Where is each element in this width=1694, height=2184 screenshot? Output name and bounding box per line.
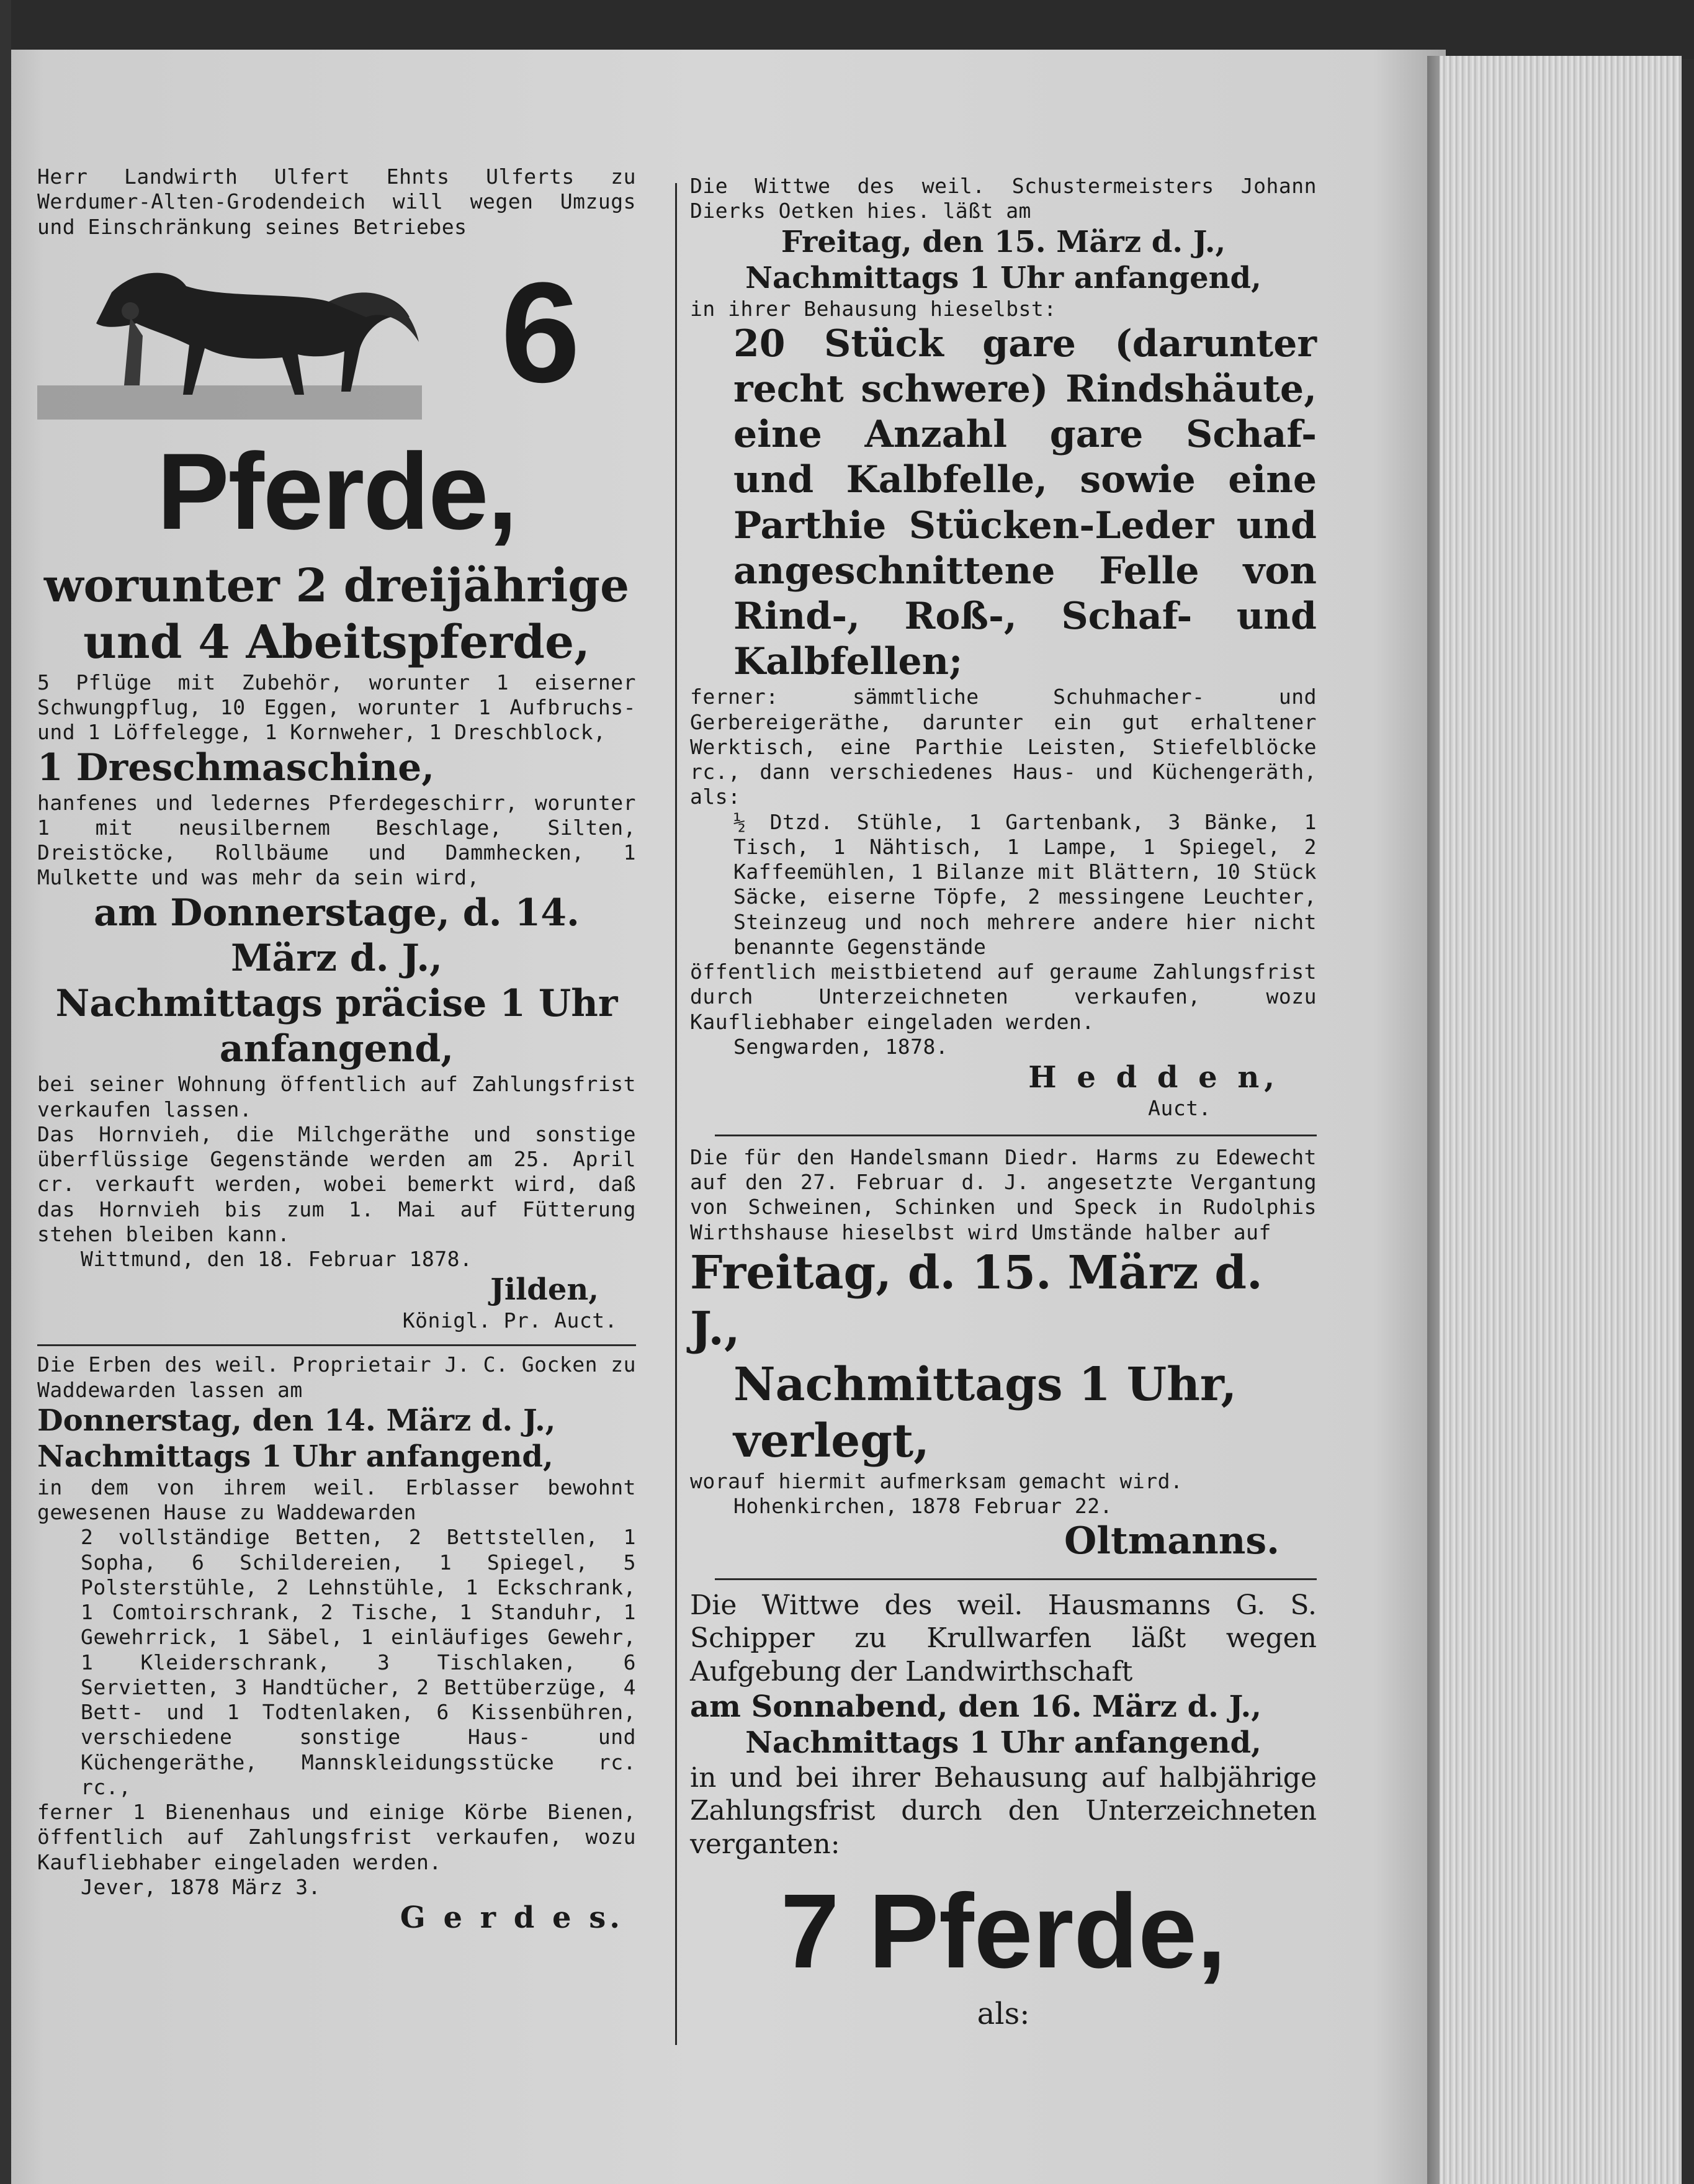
ad-items-2: hanfenes und ledernes Pferdegeschirr, worunter 1 mit neusilbernem Beschlage, Silten, Dreistöcke, Rollbäume und Dammhecken, 1 Mulkette und was mehr da sein wird, [37, 790, 636, 890]
ad-signature-title: Auct. [1148, 1095, 1211, 1120]
advertisement-oetken [690, 174, 1317, 1121]
horse-illustration-icon [37, 243, 422, 423]
ad-time: Nachmittags 1 Uhr, [733, 1358, 1237, 1412]
ad-time: Nachmittags 1 Uhr anfangend, [745, 261, 1262, 296]
advertisement-gocken [37, 1352, 636, 1936]
ad-date: Donnerstag, den 14. März d. J., [37, 1403, 556, 1438]
page-gutter [0, 0, 11, 2184]
column-divider [675, 183, 677, 2045]
advertisement-schipper [690, 1589, 1317, 2033]
ad-intro: Die Erben des weil. Proprietair J. C. Gocken zu Waddewarden lassen am [37, 1352, 636, 1402]
ad-subheadline: worunter 2 dreijährige und 4 Abeitspferde, [43, 559, 630, 669]
ad-items: 2 vollständige Betten, 2 Bettstellen, 1 Sopha, 6 Schildereien, 1 Spiegel, 5 Polsterstühle, 2 Lehnstühle, 1 Eckschrank, 1 Comtoirschrank, 2 Tische, 1 Standuhr, 1 Gewehrrick, 1 Säbel, 1 einläufiges Gewehr, 1 Kleiderschrank, 3 Tischlaken, 6 Servietten, 3 Handtücher, 2 Bettüberzüge, 4 Bett- und 1 Todtenlaken, 6 Kissenbühren, verschiedene sonstige Haus- und Küchengeräthe, Mannskleidungsstücke rc. rc., [81, 1525, 636, 1799]
ad-dateline: Sengwarden, 1878. [733, 1034, 949, 1059]
ad-machine: 1 Dreschmaschine, [37, 745, 435, 789]
section-divider [715, 1135, 1317, 1136]
ad-place: in dem von ihrem weil. Erblasser bewohnt gewesenen Hause zu Waddewarden [37, 1475, 636, 1525]
ad-date: am Donnerstage, d. 14. März d. J., [94, 891, 580, 980]
ad-intro: Die Wittwe des weil. Schustermeisters Johann Dierks Oetken hies. läßt am [690, 174, 1317, 223]
ad-date: Freitag, den 15. März d. J., [781, 224, 1226, 259]
horse-number-row [37, 240, 636, 426]
section-divider [715, 1578, 1317, 1580]
right-column [690, 174, 1317, 2033]
ad-date: Freitag, d. 15. März d. J., [690, 1246, 1263, 1356]
ad-headline: 20 Stück gare (darunter recht schwere) Rindshäute, eine Anzahl gare Schaf- und Kalbfelle, sowie eine Parthie Stücken-Leder und angeschnittene Felle von Rind-, Roß-, Schaf- und Kalbfellen; [733, 321, 1317, 684]
ad-signature: Oltmanns. [1064, 1519, 1279, 1563]
advertisement-harms [690, 1145, 1317, 1565]
ad-place: in ihrer Behausung hieselbst: [690, 296, 1057, 321]
ad-signature: H e d d e n, [1028, 1060, 1279, 1095]
ad-dateline: Hohenkirchen, 1878 Februar 22. [733, 1494, 1113, 1519]
ad-more: ferner 1 Bienenhaus und einige Körbe Bienen, öffentlich auf Zahlungsfrist verkaufen, wozu Kaufliebhaber eingeladen werden. [37, 1800, 636, 1874]
ad-signature-title: Königl. Pr. Auct. [402, 1308, 617, 1333]
ad-list: ½ Dtzd. Stühle, 1 Gartenbank, 3 Bänke, 1 Tisch, 1 Nähtisch, 1 Lampe, 1 Spiegel, 2 Kaffeemühlen, 1 Bilanze mit Blättern, 10 Stück Säcke, eiserne Töpfe, 2 messingene Leuchter, Steinzeug und noch mehrere andere hier nicht benannte Gegenstände [733, 809, 1317, 959]
ad-intro: Die für den Handelsmann Diedr. Harms zu Edewecht auf den 27. Februar d. J. angesetzte Vergantung von Schweinen, Schinken und Speck in Rudolphis Wirthshause hieselbst wird Umstände halber auf [690, 1144, 1317, 1244]
ad-note: Das Hornvieh, die Milchgeräthe und sonstige überflüssige Gegenstände werden am 25. April cr. verkauft werden, wobei bemerkt wird, daß das Hornvieh bis zum 1. Mai auf Fütterung stehen bleiben kann. [37, 1121, 636, 1246]
ad-more: ferner: sämmtliche Schuhmacher- und Gerbereigeräthe, darunter ein gut erhaltener Werktisch, eine Parthie Leisten, Stiefelblöcke rc., dann verschiedenes Haus- und Küchengeräth, als: [690, 685, 1317, 809]
ad-items: 5 Pflüge mit Zubehör, worunter 1 eiserner Schwungpflug, 10 Eggen, worunter 1 Aufbruchs- und 1 Löffelegge, 1 Kornweher, 1 Dreschblock, [37, 670, 636, 745]
ad-intro: Herr Landwirth Ulfert Ehnts Ulferts zu Werdumer-Alten-Grodendeich will wegen Umzugs und Einschränkung seines Betriebes [37, 164, 636, 239]
advertisement-horses [37, 164, 636, 1333]
ad-intro: Die Wittwe des weil. Hausmanns G. S. Schipper zu Krullwarfen läßt wegen Aufgebung der Landwirthschaft [690, 1589, 1317, 1687]
ad-note: worauf hiermit aufmerksam gemacht wird. [690, 1468, 1183, 1493]
ad-date: am Sonnabend, den 16. März d. J., [690, 1689, 1262, 1724]
horse-count-number: 6 [501, 253, 580, 413]
ad-signature: Jilden, [490, 1272, 599, 1308]
ad-signature: G e r d e s. [400, 1900, 624, 1936]
ad-place: in und bei ihrer Behausung auf halbjährige Zahlungsfrist durch den Unterzeichneten verganten: [690, 1761, 1317, 1861]
ad-dateline: Wittmund, den 18. Februar 1878. [81, 1247, 473, 1272]
ad-headline: Pferde, [156, 431, 517, 552]
ad-headline: 7 Pferde, [780, 1872, 1227, 1990]
ad-verb: verlegt, [733, 1414, 930, 1468]
book-page-edges [1440, 56, 1682, 2184]
ad-time: Nachmittags präcise 1 Uhr anfangend, [55, 982, 618, 1071]
ad-time: Nachmittags 1 Uhr anfangend, [37, 1439, 553, 1475]
left-column [37, 164, 636, 1936]
ad-als: als: [977, 1997, 1030, 2032]
ad-time: Nachmittags 1 Uhr anfangend, [745, 1725, 1262, 1761]
section-divider [37, 1344, 636, 1346]
ad-close: öffentlich meistbietend auf geraume Zahlungsfrist durch Unterzeichneten verkaufen, wozu Kaufliebhaber eingeladen werden. [690, 959, 1317, 1034]
ad-place: bei seiner Wohnung öffentlich auf Zahlungsfrist verkaufen lassen. [37, 1072, 636, 1121]
ad-dateline: Jever, 1878 März 3. [81, 1874, 321, 1899]
